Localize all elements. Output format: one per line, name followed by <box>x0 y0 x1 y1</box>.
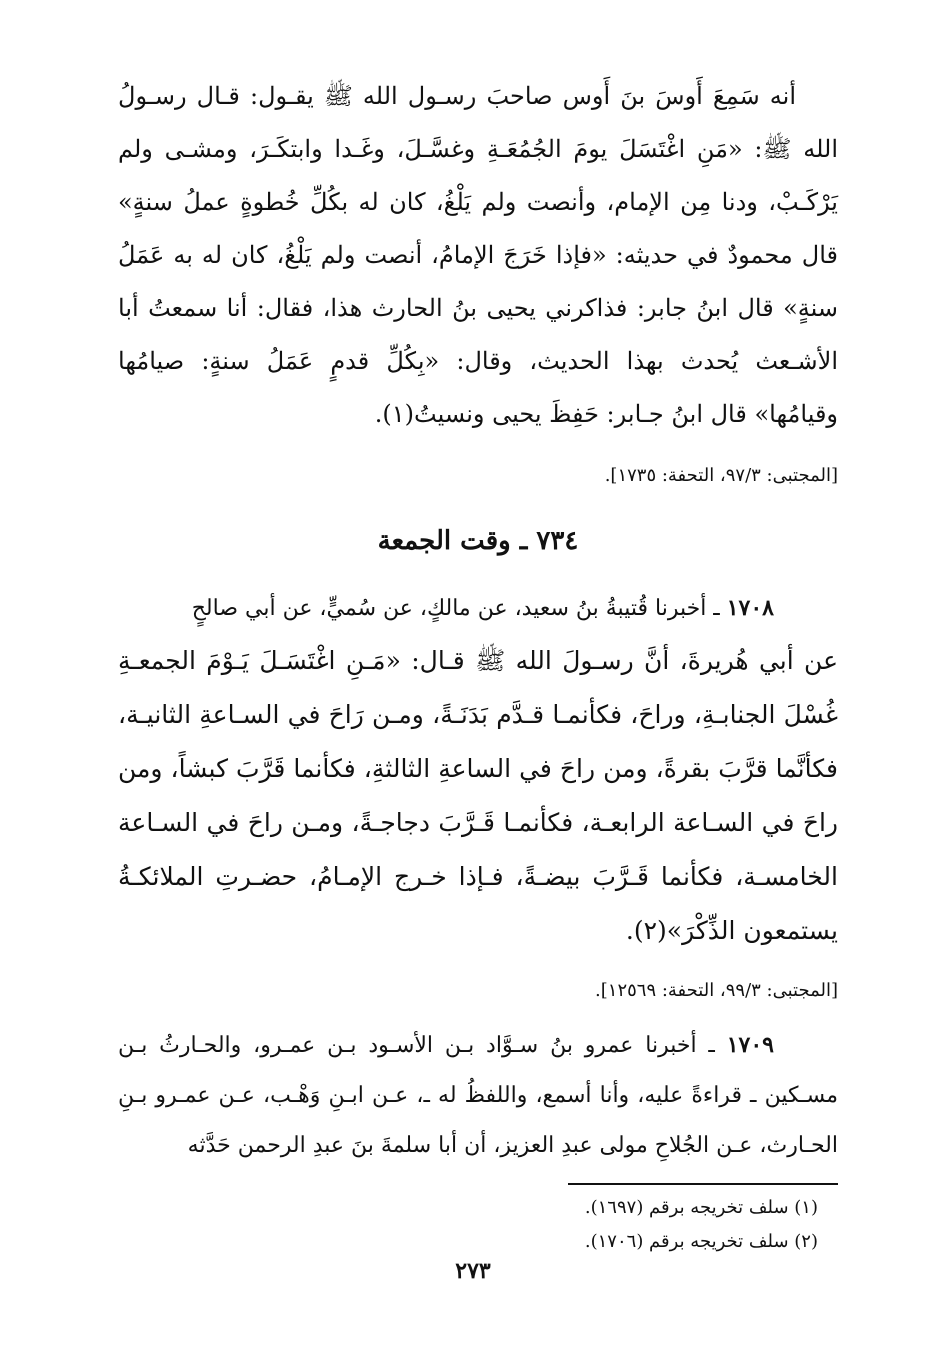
footnote-divider <box>568 1183 838 1185</box>
top-paragraph: أنه سَمِعَ أَوسَ بنَ أَوس صاحبَ رسـول الله ﷺ يقـول: قـال رسـولُ الله ﷺ: «مَنِ اغْتَسَلَ يومَ الجُمُعَـةِ وغسَّـلَ، وغَـدا وابتكَـرَ، ومشـى ولم يَرْكَـبْ، ودنا مِن الإمام، وأنصت ولم يَلْغُ، كان له بكُلِّ خُطوةٍ عملُ سنةٍ» قال محمودٌ في حديثه: «فإذا خَرَجَ الإمامُ، أنصت ولم يَلْغُ، كان له به عَمَلُ سنةٍ» قال ابنُ جابر: فذاكرني يحيى بنُ الحارث هذا، فقال: أنا سمعتُ أبا الأشـعث يُحدث بهذا الحديث، وقال: «بِكُلِّ قدمٍ عَمَلُ سنةٍ: صيامُها وقيامُها» قال ابنُ جـابر: حَفِظَ يحيى ونسيتُ(١). <box>118 82 839 428</box>
footnote-1: (١) سلف تخريجه برقم (١٦٩٧). <box>584 1197 818 1218</box>
hadith-1709-text: ـ أخبرنا عمرو بنُ سـوَّاد بـن الأسـود بـن عمـرو، والحـارثُ بـن مسـكين ـ قراءةً عليه، وأنا أسمع، واللفظُ له ـ، عـن ابـنِ وَهْـب، عـن عمـرو بـنِ الحـارث، عـن الجُلاحِ مولى عبدِ العزيز، أن أبا سلمةَ بنَ عبدِ الرحمن حَدَّثه <box>118 1033 838 1158</box>
footnote-2: (٢) سلف تخريجه برقم (١٧٠٦). <box>584 1231 818 1252</box>
reference-citation-2: [المجتبى: ٩٩/٣، التحفة: ١٢٥٦٩]. <box>595 980 838 1001</box>
hadith-1709 <box>118 1020 838 1171</box>
page-number: ٢٧٣ <box>455 1258 491 1284</box>
hadith-1708-isnad-text: ـ أخبرنا قُتيبةُ بنُ سعيد، عن مالكٍ، عن سُميٍّ، عن أبي صالحٍ <box>191 596 727 621</box>
hadith-1708-isnad <box>118 583 838 634</box>
reference-citation-1: [المجتبى: ٩٧/٣، التحفة: ١٧٣٥]. <box>604 465 838 486</box>
hadith-number-1709: ١٧٠٩ <box>726 1032 774 1058</box>
section-heading: ٧٣٤ ـ وقت الجمعة <box>377 526 579 556</box>
page-body <box>118 70 838 1259</box>
hadith-number-1708: ١٧٠٨ <box>726 595 774 621</box>
hadith-1708-matn: عن أبي هُريرةَ، أنَّ رسـولَ الله ﷺ قـال: «مَـنِ اغْتَسَـلَ يَـوْمَ الجمعـةِ غُسْلَ الجنابـةِ، وراحَ، فكأنمـا قـدَّم بَدَنَـةً، ومـن رَاحَ في السـاعةِ الثانيـة، فكأنَّما قرَّبَ بقرةً، ومن راحَ في الساعةِ الثالثةِ، فكأنما قَرَّبَ كبشاً، ومن راحَ في السـاعة الرابعـة، فكأنمـا قَـرَّبَ دجاجـةً، ومـن راحَ في السـاعة الخامسـة، فكأنما قَـرَّبَ بيضـةً، فـإذا خـرج الإمـامُ، حضـرتِ الملائكـةُ يستمعون الذِّكْرَ»(٢). <box>118 646 838 945</box>
